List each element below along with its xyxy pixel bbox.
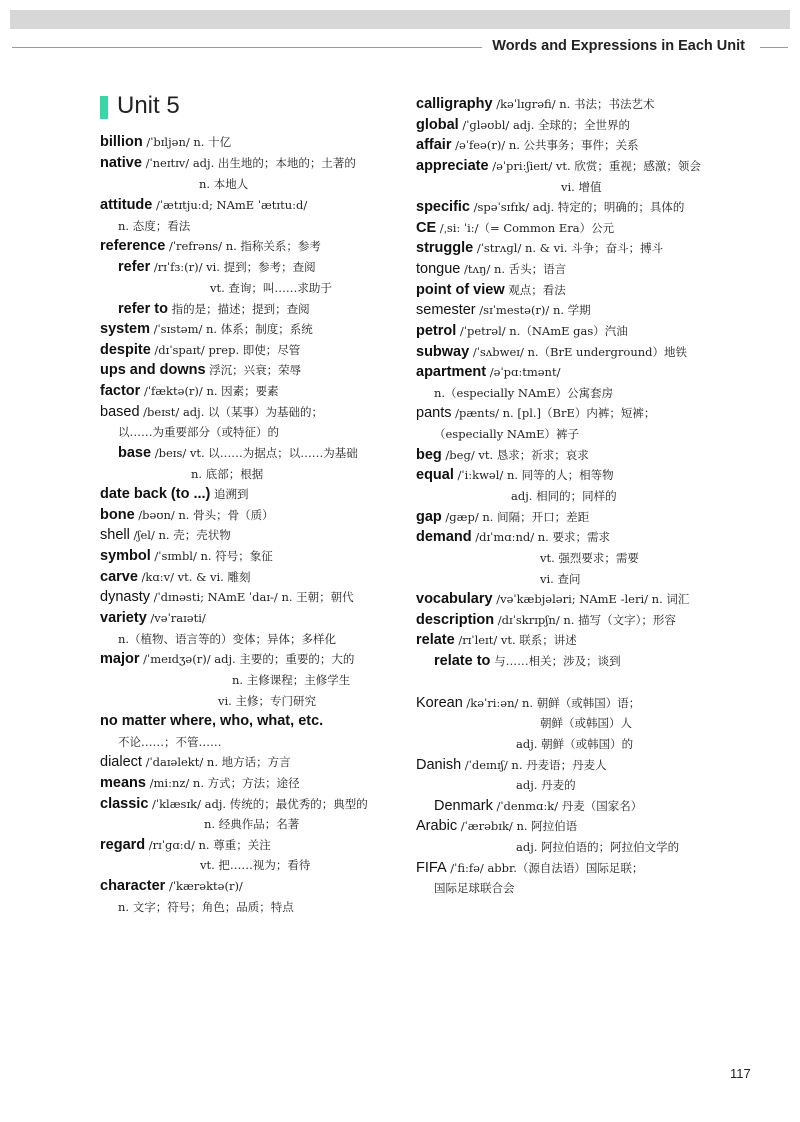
entry-line (416, 283, 566, 298)
entry-definition: /vəˈraɪəti/ (146, 611, 206, 625)
entry-line (100, 570, 250, 585)
headword: means (100, 775, 146, 791)
entry-line (100, 611, 206, 626)
entry-line (434, 881, 515, 896)
headword: reference (100, 238, 166, 254)
headword: tongue (416, 261, 461, 277)
entry-line (416, 592, 689, 607)
entry-definition: /ˈbɪljən/ n. 十亿 (142, 135, 232, 149)
entry-definition: /ˈsʌbweɪ/ n.（BrE underground）地铁 (469, 345, 687, 359)
entry-line (100, 797, 368, 812)
entry-definition: /ˈsɪmbl/ n. 符号；象征 (150, 549, 273, 563)
headword: calligraphy (416, 96, 493, 112)
headword: Arabic (416, 818, 458, 834)
entry-definition: /əˈfeə(r)/ n. 公共事务；事件；关系 (451, 138, 639, 152)
entry-definition: 追溯到 (210, 487, 249, 501)
entry-definition: vt. 查询；叫……求助于 (210, 281, 332, 295)
entry-line (200, 858, 310, 873)
entry-definition: 浮沉；兴衰；荣辱 (205, 363, 302, 377)
entry-line (100, 590, 354, 605)
entry-definition: /ɡæp/ n. 间隔；开口；差距 (441, 510, 590, 524)
entry-line (434, 654, 621, 669)
header-rule-end (760, 47, 788, 48)
entry-line (540, 716, 632, 731)
headword: pants (416, 405, 452, 421)
entry-definition: /beɡ/ vt. 恳求；祈求；哀求 (441, 448, 589, 462)
entry-line (100, 343, 300, 358)
entry-definition: /ˈklæsɪk/ adj. 传统的；最优秀的；典型的 (148, 797, 368, 811)
entry-line (416, 118, 630, 133)
entry-line (118, 302, 310, 317)
entry-line (416, 758, 607, 773)
headword: despite (100, 342, 151, 358)
entry-line (118, 632, 336, 647)
entry-definition: /kəˈlɪɡrəfi/ n. 书法；书法艺术 (492, 97, 655, 111)
entry-line (199, 177, 248, 192)
entry-definition: /ˈætɪtjuːd; NAmE ˈætɪtuːd/ (152, 198, 308, 212)
entry-line (540, 572, 581, 587)
entry-line (218, 694, 316, 709)
entry-definition: （especially NAmE）裤子 (434, 427, 580, 441)
entry-definition: /ˈærəbɪk/ n. 阿拉伯语 (457, 819, 578, 833)
entry-definition: /ˈneɪtɪv/ adj. 出生地的；本地的；土著的 (141, 156, 356, 170)
entry-line (100, 135, 231, 150)
entry-definition: /ˈstrʌɡl/ n. & vi. 斗争；奋斗；搏斗 (473, 241, 664, 255)
entry-line (416, 262, 566, 277)
entry-definition: /spəˈsɪfɪk/ adj. 特定的；明确的；具体的 (470, 200, 685, 214)
entry-definition: vi. 增值 (561, 180, 602, 194)
entry-definition: /əˈpriːʃieɪt/ vt. 欣赏；重视；感激；领会 (488, 159, 701, 173)
headword: refer to (118, 301, 168, 317)
headword: dialect (100, 754, 142, 770)
entry-line (232, 673, 350, 688)
entry-line (561, 180, 602, 195)
entry-definition: adj. 阿拉伯语的；阿拉伯文学的 (516, 840, 680, 854)
headword: apartment (416, 364, 487, 380)
entry-definition: vt. 强烈要求；需要 (540, 551, 639, 565)
entry-line (100, 239, 321, 254)
entry-definition: /ˈdeɪnɪʃ/ n. 丹麦语；丹麦人 (461, 758, 607, 772)
entry-definition: 不论……；不管…… (118, 735, 222, 749)
unit-title: Unit 5 (117, 92, 180, 119)
entry-line (416, 530, 610, 545)
entry-line (100, 198, 307, 213)
headword: subway (416, 344, 470, 360)
headword: symbol (100, 548, 151, 564)
entry-definition: 指的是；描述；提到；查阅 (167, 302, 310, 316)
headword: specific (416, 199, 470, 215)
entry-definition: adj. 丹麦的 (516, 778, 576, 792)
entry-definition: /kɑːv/ vt. & vi. 雕刻 (137, 570, 251, 584)
entry-line (416, 448, 589, 463)
entry-definition: /ˈsɪstəm/ n. 体系；制度；系统 (149, 322, 313, 336)
entry-line (416, 324, 628, 339)
entry-definition: n. 主修课程；主修学生 (232, 673, 351, 687)
entry-definition: 观点；看法 (504, 283, 566, 297)
entry-definition: n. 底部；根据 (191, 467, 264, 481)
headword: billion (100, 134, 143, 150)
headword: Danish (416, 757, 462, 773)
headword: global (416, 117, 459, 133)
entry-definition: 国际足球联合会 (434, 881, 515, 895)
unit-accent-bar (100, 96, 108, 119)
entry-line (416, 365, 560, 380)
entry-definition: vi. 主修；专门研究 (218, 694, 316, 708)
headword: gap (416, 509, 442, 525)
headword: beg (416, 447, 442, 463)
entry-line (416, 613, 676, 628)
headword: date back (to ...) (100, 486, 211, 502)
entry-definition: 朝鲜（或韩国）人 (540, 716, 632, 730)
headword: demand (416, 529, 472, 545)
entry-definition: n. 本地人 (199, 177, 249, 191)
entry-line (100, 363, 301, 378)
entry-line (100, 405, 323, 420)
headword: relate to (434, 653, 491, 669)
headword: regard (100, 837, 146, 853)
entry-line (416, 633, 577, 648)
entry-definition: /ˈfæktə(r)/ n. 因素；要素 (140, 384, 279, 398)
entry-definition: 以……为重要部分（或特征）的 (118, 425, 279, 439)
entry-line (416, 696, 640, 711)
entry-line (416, 861, 643, 876)
entry-line (416, 345, 687, 360)
headword: character (100, 878, 166, 894)
entry-line (118, 446, 358, 461)
entry-line (118, 900, 294, 915)
entry-line (416, 200, 684, 215)
entry-line (416, 241, 663, 256)
headword: native (100, 155, 142, 171)
entry-line (100, 508, 274, 523)
headword: factor (100, 383, 141, 399)
entry-line (516, 737, 633, 752)
headword: carve (100, 569, 138, 585)
entry-definition: /miːnz/ n. 方式；方法；途径 (145, 776, 300, 790)
entry-definition: /ˌsiː ˈiː/（= Common Era）公元 (436, 221, 615, 235)
headword: no matter where, who, what, etc. (100, 713, 324, 729)
header-rule (12, 47, 482, 48)
entry-line (118, 260, 316, 275)
entry-line (434, 799, 642, 814)
headword: Korean (416, 695, 463, 711)
entry-definition: n.（especially NAmE）公寓套房 (434, 386, 614, 400)
entry-definition: /ˈmeɪdʒə(r)/ adj. 主要的；重要的；大的 (139, 652, 355, 666)
entry-definition: /dɪˈspaɪt/ prep. 即使；尽管 (150, 343, 301, 357)
entry-definition: /əˈpɑːtmənt/ (486, 365, 561, 379)
entry-definition: adj. 相同的；同样的 (511, 489, 617, 503)
entry-definition: /sɪˈmestə(r)/ n. 学期 (475, 303, 591, 317)
entry-definition: vt. 把……视为；看待 (200, 858, 311, 872)
entry-definition: /dɪˈskrɪpʃn/ n. 描写（文字）；形容 (494, 613, 676, 627)
entry-definition: vi. 查问 (540, 572, 581, 586)
entry-definition: n. 经典作品；名著 (204, 817, 300, 831)
entry-line (416, 138, 639, 153)
entry-definition: /rɪˈfɜː(r)/ vi. 提到；参考；查阅 (150, 260, 316, 274)
headword: point of view (416, 282, 505, 298)
entry-definition: /tʌŋ/ n. 舌头；语言 (460, 262, 567, 276)
headword: relate (416, 632, 455, 648)
entry-line (516, 840, 679, 855)
headword: appreciate (416, 158, 489, 174)
entry-line (416, 406, 655, 421)
entry-definition: /beɪst/ adj. 以（某事）为基础的； (139, 405, 324, 419)
top-gray-bar (10, 10, 790, 29)
entry-line (416, 221, 614, 236)
entry-line (100, 528, 231, 543)
headword: bone (100, 507, 135, 523)
headword: equal (416, 467, 454, 483)
headword: petrol (416, 323, 457, 339)
entry-definition: /ʃel/ n. 壳；壳状物 (129, 528, 231, 542)
entry-line (191, 467, 263, 482)
entry-line (118, 219, 190, 234)
entry-definition: /bəʊn/ n. 骨头；骨（质） (134, 508, 274, 522)
entry-line (511, 489, 617, 504)
entry-line (416, 468, 614, 483)
entry-line (434, 427, 579, 442)
headword: attitude (100, 197, 153, 213)
headword: CE (416, 220, 437, 236)
headword: dynasty (100, 589, 150, 605)
entry-line (118, 425, 279, 440)
entry-line (416, 97, 654, 112)
entry-line (100, 652, 354, 667)
entry-definition: /ˈfiːfə/ abbr.（源自法语）国际足联； (446, 861, 644, 875)
entry-line (100, 879, 243, 894)
headword: major (100, 651, 140, 667)
headword: ups and downs (100, 362, 206, 378)
headword: refer (118, 259, 151, 275)
entry-definition: /kəˈriːən/ n. 朝鲜（或韩国）语； (462, 696, 641, 710)
entry-line (516, 778, 576, 793)
page-number: 117 (730, 1066, 751, 1081)
entry-line (416, 303, 591, 318)
headword: based (100, 404, 140, 420)
headword: system (100, 321, 150, 337)
entry-definition: /pænts/ n. [pl.]（BrE）内裤；短裤； (451, 406, 656, 420)
entry-line (100, 714, 323, 729)
entry-line (100, 156, 356, 171)
entry-definition: /ˈrefrəns/ n. 指称关系；参考 (165, 239, 321, 253)
entry-line (100, 776, 300, 791)
entry-definition: /rɪˈleɪt/ vt. 联系；讲述 (454, 633, 577, 647)
entry-definition: n. 文字；符号；角色；品质；特点 (118, 900, 294, 914)
entry-definition: /ˈpetrəl/ n.（NAmE gas）汽油 (456, 324, 628, 338)
entry-line (416, 159, 701, 174)
entry-line (100, 549, 273, 564)
entry-definition: /dɪˈmɑːnd/ n. 要求；需求 (471, 530, 610, 544)
entry-definition: /ˈɡləʊbl/ adj. 全球的；全世界的 (458, 118, 631, 132)
entry-line (540, 551, 639, 566)
entry-definition: /ˈdaɪəlekt/ n. 地方话；方言 (141, 755, 291, 769)
entry-line (100, 322, 313, 337)
entry-line (416, 510, 589, 525)
entry-line (210, 281, 332, 296)
entry-line (416, 819, 577, 834)
entry-definition: 与……相关；涉及；谈到 (490, 654, 621, 668)
headword: vocabulary (416, 591, 493, 607)
headword: affair (416, 137, 452, 153)
entry-definition: /ˈdɪnəsti; NAmE ˈdaɪ-/ n. 王朝；朝代 (149, 590, 354, 604)
headword: FIFA (416, 860, 447, 876)
entry-line (204, 817, 299, 832)
entry-line (434, 386, 613, 401)
entry-definition: n. 态度；看法 (118, 219, 191, 233)
headword: variety (100, 610, 147, 626)
headword: struggle (416, 240, 474, 256)
headword: base (118, 445, 152, 461)
headword: shell (100, 527, 130, 543)
entry-definition: /ˈdenmɑːk/ 丹麦（国家名） (492, 799, 643, 813)
entry-definition: /rɪˈɡɑːd/ n. 尊重；关注 (145, 838, 271, 852)
running-header: Words and Expressions in Each Unit (492, 38, 745, 54)
headword: semester (416, 302, 476, 318)
entry-line (100, 755, 291, 770)
entry-definition: n.（植物、语言等的）变体；异体；多样化 (118, 632, 337, 646)
headword: description (416, 612, 495, 628)
entry-line (100, 838, 271, 853)
entry-definition: /beɪs/ vt. 以……为据点；以……为基础 (151, 446, 358, 460)
entry-definition: /ˈiːkwəl/ n. 同等的人；相等物 (453, 468, 614, 482)
entry-definition: adj. 朝鲜（或韩国）的 (516, 737, 634, 751)
entry-definition: /ˈkærəktə(r)/ (165, 879, 243, 893)
headword: classic (100, 796, 149, 812)
entry-line (100, 384, 279, 399)
entry-line (100, 487, 249, 502)
headword: Denmark (434, 798, 493, 814)
entry-line (118, 735, 222, 750)
entry-definition: /vəˈkæbjələri; NAmE -leri/ n. 词汇 (492, 592, 690, 606)
